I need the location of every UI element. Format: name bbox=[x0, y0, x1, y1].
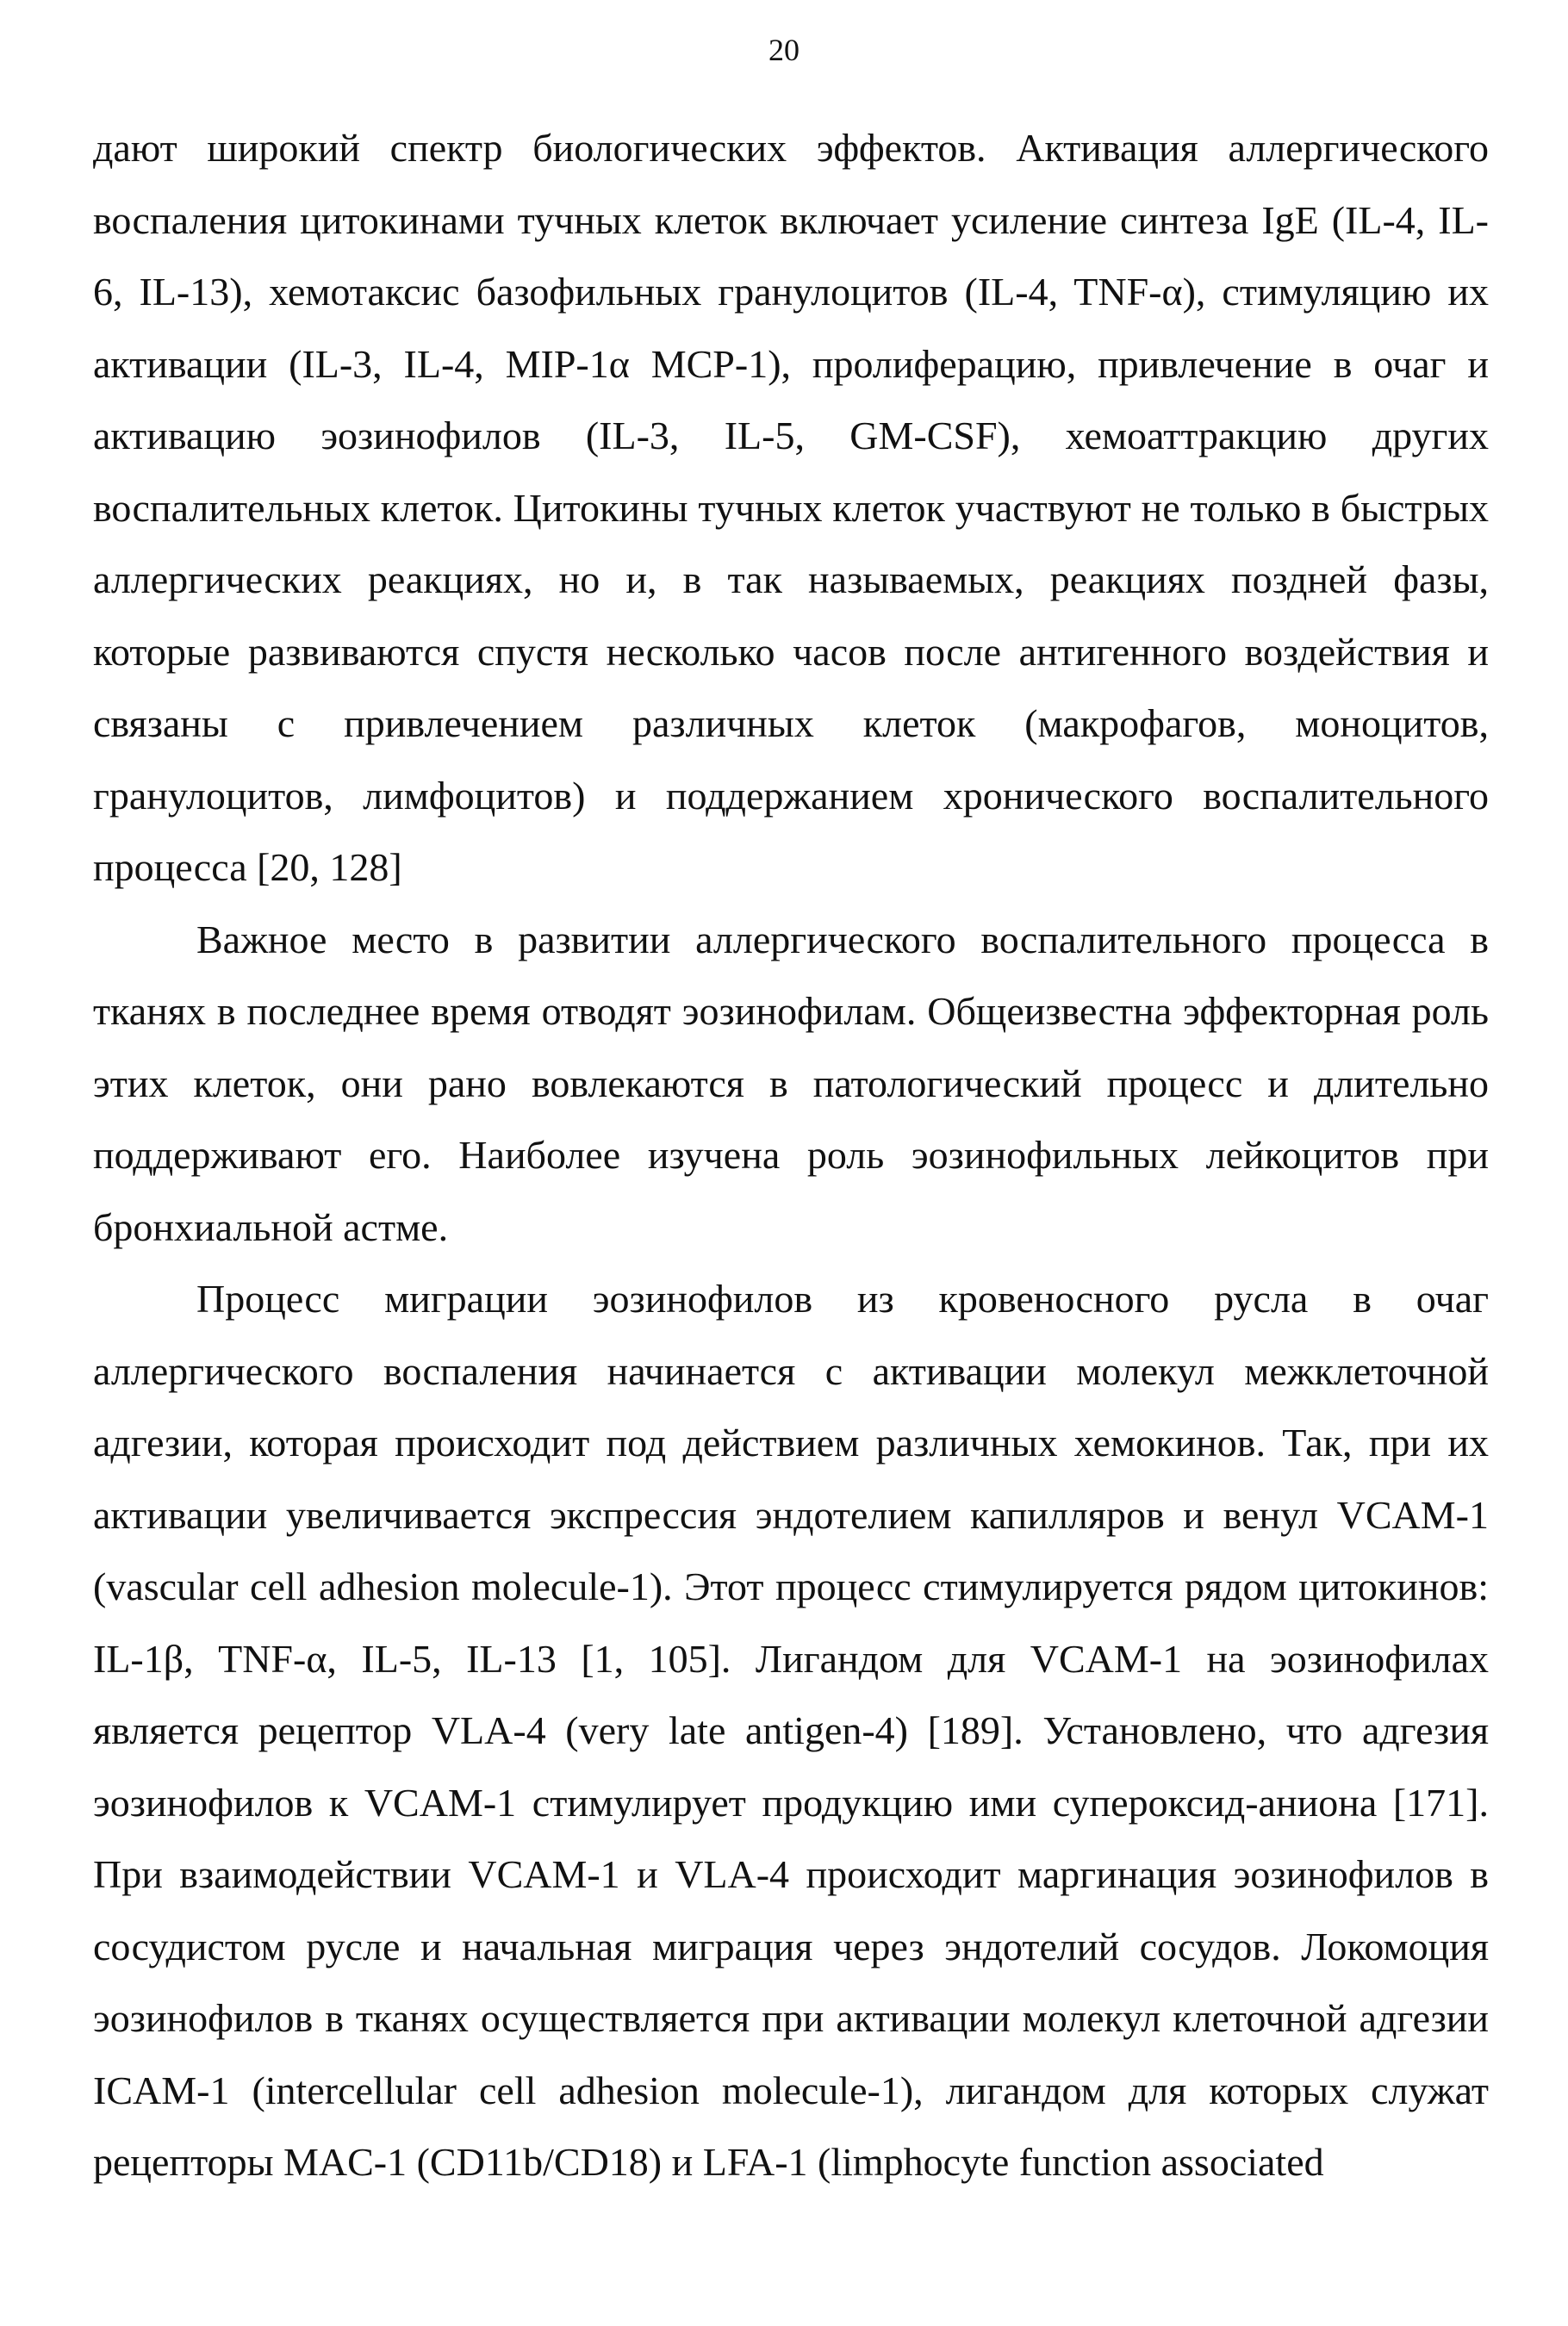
document-body bbox=[93, 112, 1489, 2199]
paragraph-eosinophils-role: Важное место в развитии аллергического воспалительного процесса в тканях в последнее время отводят эозинофилам. Общеизвестна эффекторная роль этих клеток, они рано вовлекаются в патологический процесс и длительно поддерживают его. Наиболее изучена роль эозинофильных лейкоцитов при бронхиальной астме. bbox=[93, 917, 1489, 1249]
paragraph-eosinophil-migration: Процесс миграции эозинофилов из кровеносного русла в очаг аллергического воспаления начинается с активации молекул межклеточной адгезии, которая происходит под действием различных хемокинов. Так, при их активации увеличивается экспрессия эндотелием капилляров и венул VCAM-1 (vascular cell adhesion molecule-1). Этот процесс стимулируется рядом цитокинов: IL-1β, TNF-α, IL-5, IL-13 [1, 105]. Лигандом для VCAM-1 на эозинофилах является рецептор VLA-4 (very late antigen-4) [189]. Установлено, что адгезия эозинофилов к VCAM-1 стимулирует продукцию ими супероксид-аниона [171]. При взаимодействии VCAM-1 и VLA-4 происходит маргинация эозинофилов в сосудистом русле и начальная миграция через эндотелий сосудов. Локомоция эозинофилов в тканях осуществляется при активации молекул клеточной адгезии ICAM-1 (intercellular cell adhesion molecule-1), лигандом для которых служат рецепторы MAC-1 (CD11b/CD18) и LFA-1 (limphocyte function associated bbox=[93, 1277, 1489, 2184]
paragraph-continuation: дают широкий спектр биологических эффектов. Активация аллергического воспаления цитокинами тучных клеток включает усиление синтеза IgE (IL-4, IL-6, IL-13), хемотаксис базофильных гранулоцитов (IL-4, TNF-α), стимуляцию их активации (IL-3, IL-4, MIP-1α MCP-1), пролиферацию, привлечение в очаг и активацию эозинофилов (IL-3, IL-5, GM-CSF), хемоаттракцию других воспалительных клеток. Цитокины тучных клеток участвуют не только в быстрых аллергических реакциях, но и, в так называемых, реакциях поздней фазы, которые развиваются спустя несколько часов после антигенного воздействия и связаны с привлечением различных клеток (макрофагов, моноцитов, гранулоцитов, лимфоцитов) и поддержанием хронического воспалительного процесса [20, 128] bbox=[93, 126, 1489, 889]
page-number: 20 bbox=[768, 33, 800, 67]
